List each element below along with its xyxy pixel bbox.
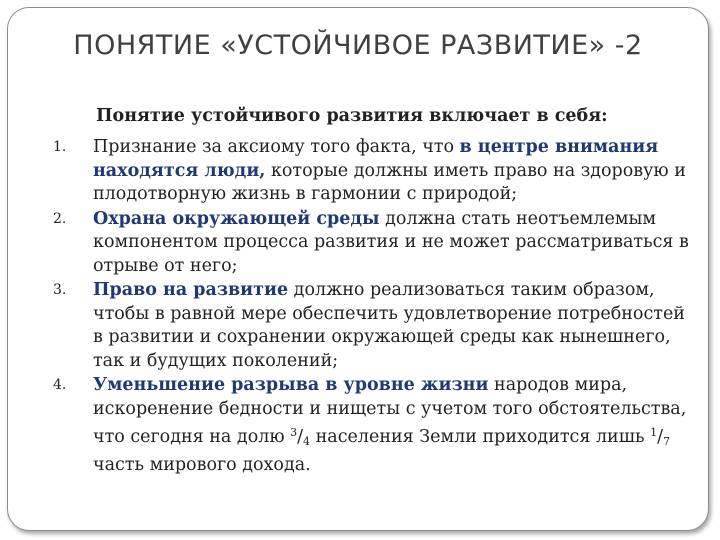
slide-frame — [7, 7, 709, 531]
item-number: 4. — [53, 377, 67, 393]
fraction-numerator: 1 — [650, 426, 658, 439]
principles-list — [53, 136, 693, 478]
fraction-slash: / — [297, 427, 304, 447]
list-item — [53, 136, 693, 207]
fraction-denominator: 7 — [663, 435, 670, 448]
item-text — [93, 208, 693, 279]
item-highlight: в центре внимания находятся люди, — [93, 137, 659, 181]
fraction-three-quarters — [290, 427, 310, 447]
slide-title: ПОНЯТИЕ «УСТОЙЧИВОЕ РАЗВИТИЕ» -2 — [73, 30, 643, 61]
item-number: 2. — [53, 210, 67, 227]
item-highlight: Уменьшение разрыва в уровне жизни — [93, 375, 489, 395]
list-item — [53, 208, 693, 279]
item-text-part: которые должны иметь право на здоровую и плодотворную жизнь в гармонии с природой; — [93, 160, 686, 204]
fraction-one-seventh — [650, 427, 670, 447]
list-item — [53, 279, 693, 373]
item-number: 1. — [53, 139, 67, 155]
item-text-part: должно реализоваться таким образом, чтобы в равной мере обеспечить удовлетворение потребностей в развитии и сохранении окружающей среды как нынешнего, так и будущих поколений; — [93, 280, 685, 371]
fraction-slash: / — [657, 427, 663, 447]
intro-text: Понятие устойчивого развития включает в себя: — [96, 106, 608, 126]
item-text-part: народов мира, искоренение бедности и нищеты с учетом того обстоятельства, что сегодня на долю — [93, 375, 687, 447]
item-text-part: часть мирового дохода. — [93, 454, 311, 475]
item-text — [93, 374, 693, 477]
item-text-part: Признание за аксиому того факта, что — [93, 137, 460, 157]
fraction-numerator: 3 — [290, 426, 298, 439]
fraction-denominator: 4 — [303, 435, 311, 448]
item-text — [93, 136, 693, 207]
item-highlight: Охрана окружающей среды — [93, 208, 380, 229]
item-text — [93, 279, 693, 373]
item-text-part: должна стать неотъемлемым компонентом процесса развития и не может рассматриваться в отрыве от него; — [93, 208, 689, 276]
item-text-part: населения Земли приходится лишь — [310, 427, 651, 447]
corner-fold — [697, 7, 709, 19]
item-highlight: Право на развитие — [93, 280, 289, 300]
list-item — [53, 374, 693, 477]
item-number: 3. — [53, 282, 67, 298]
